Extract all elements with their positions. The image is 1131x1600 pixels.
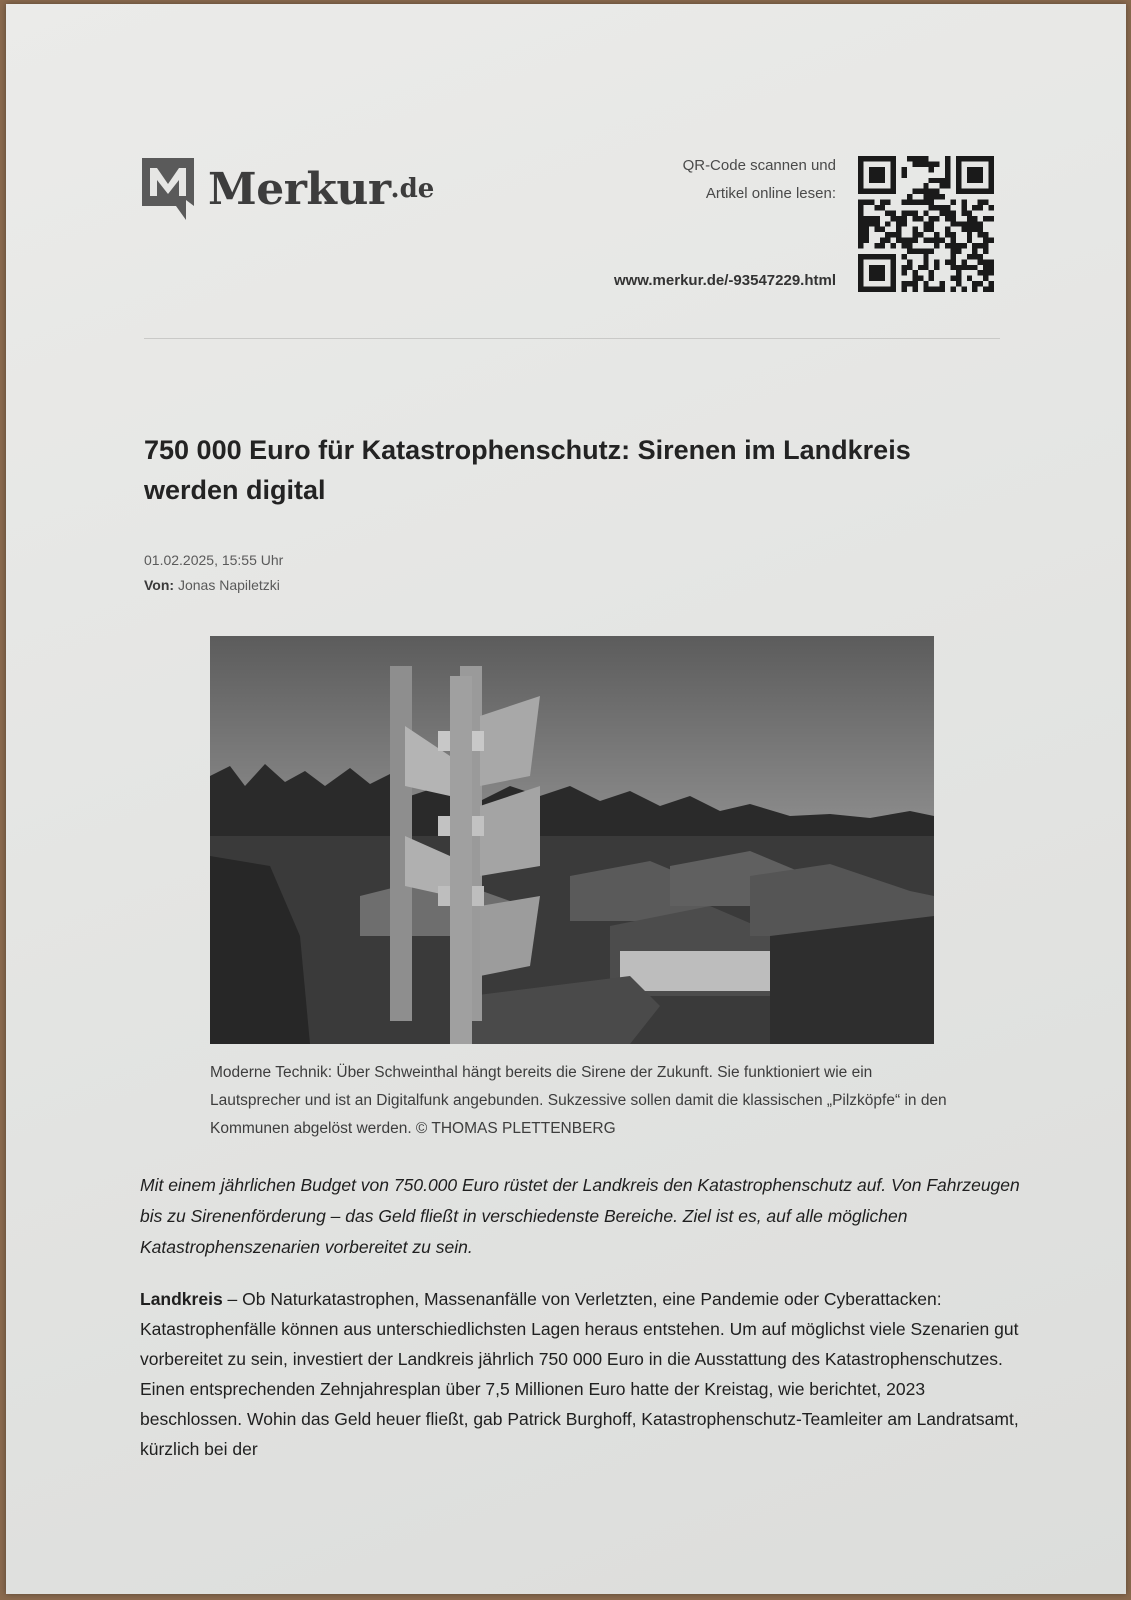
article-date: 01.02.2025, 15:55 Uhr: [144, 552, 284, 568]
qr-code: [858, 156, 994, 292]
article-photo-siren: [210, 636, 934, 1044]
merkur-logo-icon: [138, 154, 198, 224]
qr-instruction-line1: QR-Code scannen und: [682, 157, 836, 174]
article-url: www.merkur.de/-93547229.html: [613, 272, 836, 289]
printed-page: [6, 4, 1126, 1594]
article-headline: 750 000 Euro für Katastrophenschutz: Sirenen im Landkreis werden digital: [144, 435, 911, 505]
qr-instruction-line2: Artikel online lesen:: [705, 185, 836, 202]
header-divider: [144, 338, 1000, 339]
photo-caption: Moderne Technik: Über Schweinthal hängt bereits die Sirene der Zukunft. Sie funktioniert wie ein Lautsprecher und ist an Digitalfunk angebunden. Sukzessive sollen damit die klassischen „Pilzköpfe“ in den Kommunen abgelöst werden. © THOMAS PLETTENBERG: [210, 1064, 947, 1137]
article-meta: [144, 548, 283, 598]
article-byline: [144, 573, 283, 598]
qr-instruction: [596, 152, 836, 208]
logo-wordmark: Merkur: [208, 163, 391, 215]
article-lead: Mit einem jährlichen Budget von 750.000 Euro rüstet der Landkreis den Katastrophenschutz auf. Von Fahrzeugen bis zu Sirenenförderung – das Geld fließt in verschiedenste Bereiche. Ziel ist es, auf alle möglichen Katastrophenszenarien vorbereitet zu sein.: [140, 1175, 1020, 1257]
author-label: Von:: [144, 577, 175, 593]
body-text: – Ob Naturkatastrophen, Massenanfälle von Verletzten, eine Pandemie oder Cyberattacken: Katastrophenfälle können aus unterschiedlichsten Lagen heraus entstehen. Um auf möglichst viele Szenarien gut vorbereitet zu sein, investiert der Landkreis jährlich 750 000 Euro in die Ausstattung des Katastrophenschutzes. Einen entsprechenden Zehnjahresplan über 7,5 Millionen Euro hatte der Kreistag, wie berichtet, 2023 beschlossen. Wohin das Geld heuer fließt, gab Patrick Burghoff, Katastrophenschutz-Teamleiter am Landratsamt, kürzlich bei der: [140, 1289, 1019, 1459]
article-body: [140, 1284, 1020, 1464]
body-location: Landkreis: [140, 1289, 223, 1309]
author-name: Jonas Napiletzki: [177, 577, 280, 593]
logo-suffix: .de: [390, 174, 435, 204]
merkur-logo: [138, 154, 434, 224]
